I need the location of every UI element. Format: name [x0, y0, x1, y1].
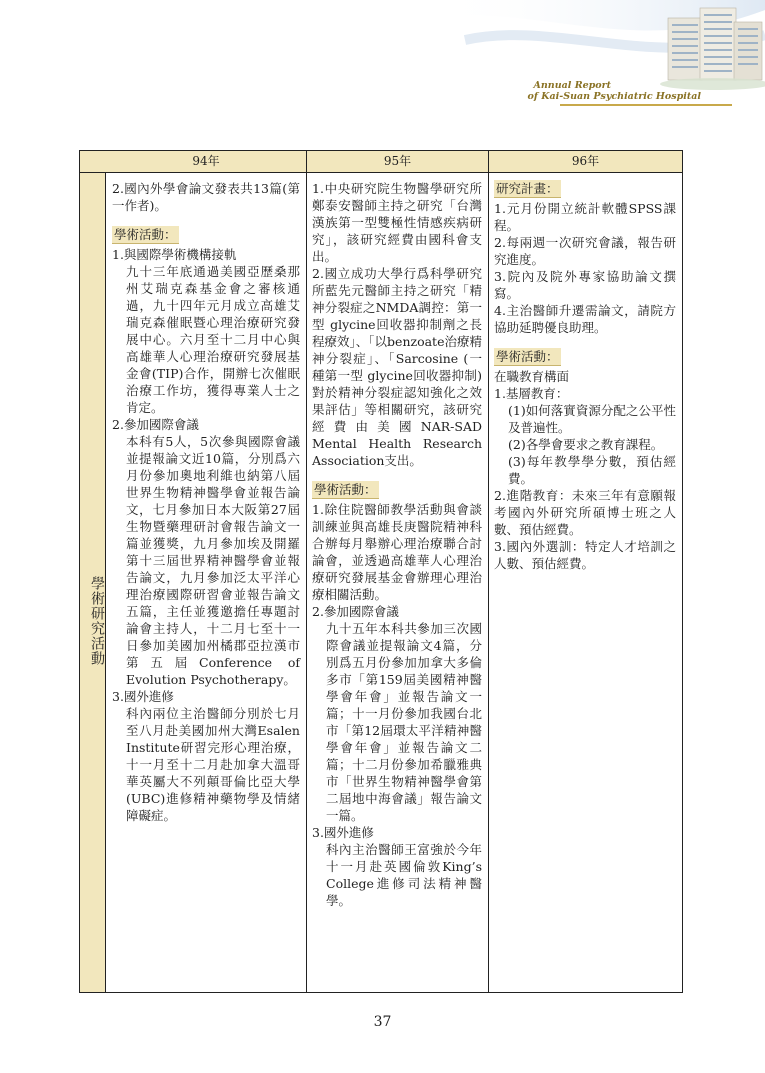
text-block: (3)每年教學學分數，預估經費。	[508, 454, 676, 486]
text-block: 本科有5人，5次參與國際會議並提報論文近10篇，分別爲六月份參加奧地利維也納第八屆世界生物精神醫學會並報告論文，七月參加日本大阪第27屆生物暨藥理研討會報告論文一篇並獲獎，九月參加埃及開羅第十三屆世界精神醫學會並報告論文，九月參加泛太平洋心理治療國際研習會並報告論文五篇，主任並獲邀擔任專題討論會主持人，十二月七至十一日參加美國加州橘郡亞拉漢市第五屆Conference of Evolution Psychotherapy。	[126, 434, 300, 687]
text-block: 2.參加國際會議	[312, 604, 399, 619]
text-block: 1.基層教育：	[494, 386, 569, 401]
text-block: 3.國外進修	[112, 689, 174, 704]
text-block: 科內主治醫師王富強於今年十一月赴英國倫敦King’s College進修司法精神醫學。	[326, 842, 482, 908]
text-block: 1.元月份開立統計軟體SPSS課程。	[494, 201, 676, 233]
text-block: 1.除住院醫師教學活動與會談訓練並與高雄長庚醫院精神科合辦每月舉辦心理治療聯合討論會，並透過高雄華人心理治療研究發展基金會辦理心理治療相關活動。	[312, 502, 482, 602]
text-block: 科內兩位主治醫師分別於七月至八月赴美國加州大灣Esalen Institute研習完形心理治療，十一月至十二月赴加拿大溫哥華英屬大不列顛哥倫比亞大學(UBC)進修精神藥物學及情緒障礙症。	[126, 706, 300, 823]
section-tag: 研究計畫：	[496, 181, 559, 196]
text-block: (2)各學會要求之教育課程。	[508, 437, 664, 452]
page-number: 37	[373, 1014, 392, 1030]
text-block: 2.進階教育：未來三年有意願報考國內外研究所碩博士班之人數、預估經費。	[494, 488, 676, 537]
column-divider	[306, 151, 307, 992]
report-title	[528, 80, 701, 102]
text-block: 4.主治醫師升遷需論文，請院方協助延聘優良助理。	[494, 303, 676, 335]
text-block: 3.國內外選訓：特定人才培訓之人數、預估經費。	[494, 539, 676, 571]
column-94-body	[112, 180, 300, 824]
text-block: 3.國外進修	[312, 825, 374, 840]
side-column	[80, 151, 106, 992]
text-block: 1.中央研究院生物醫學研究所鄭泰安醫師主持之研究「台灣漢族第一型雙極性情感疾病研究」，該研究經費由國科會支出。	[312, 181, 482, 264]
column-95-body	[312, 180, 482, 909]
text-block: 九十三年底通過美國亞歷桑那州艾瑞克森基金會之審核通過，九十四年元月成立高雄艾瑞克森催眠暨心理治療研究發展中心。六月至十二月中心與高雄華人心理治療研究發展基金會(TIP)合作，開辦七次催眠治療工作坊，獲得專業人士之肯定。	[126, 264, 300, 415]
section-tag: 學術活動：	[496, 349, 559, 364]
text-block: (1)如何落實資源分配之公平性及普遍性。	[508, 403, 676, 435]
text-block: 2.國內外學會論文發表共13篇(第一作者)。	[112, 181, 300, 213]
activity-table	[79, 150, 683, 993]
text-block: 在職教育構面	[494, 369, 570, 384]
section-tag: 學術活動：	[114, 227, 177, 242]
text-block: 1.與國際學術機構接軌	[112, 247, 237, 262]
report-title-line1: Annual Report	[533, 80, 612, 91]
section-tag: 學術活動：	[314, 482, 377, 497]
column-96-body	[494, 180, 676, 572]
report-title-line2: of Kai-Suan Psychiatric Hospital	[527, 91, 701, 102]
text-block: 2.國立成功大學行爲科學研究所藍先元醫師主持之研究「精神分裂症之NMDA調控：第一型 glycine回收器抑制劑之長程療效」、「以benzoate治療精神分裂症」、「Sarcosine (一種第一型 glycine回收器抑制)對於精神分裂症認知強化之效果評估」等相關研究，該研究經費由美國NAR-SAD Mental Health Research Association支出。	[312, 266, 482, 468]
side-header-cell	[80, 151, 106, 173]
text-block: 3.院內及院外專家協助論文撰寫。	[494, 269, 676, 301]
text-block: 2.每兩週一次研究會議，報告研究進度。	[494, 235, 676, 267]
text-block: 2.參加國際會議	[112, 417, 199, 432]
column-header-95: 95年	[383, 154, 412, 168]
column-header-96: 96年	[571, 154, 600, 168]
text-block: 九十五年本科共參加三次國際會議並提報論文4篇，分別爲五月份參加加拿大多倫多市「第159屆美國精神醫學會年會」並報告論文一篇；十一月份參加我國台北市「第12屆環太平洋精神醫學會年會」並報告論文二篇；十二月份參加希臘雅典市「世界生物精神醫學會第二屆地中海會議」報告論文一篇。	[326, 621, 482, 823]
side-label: 學術研究活動	[89, 576, 105, 666]
column-divider	[488, 151, 489, 992]
header-rule	[560, 104, 732, 106]
column-header-94: 94年	[192, 154, 220, 168]
